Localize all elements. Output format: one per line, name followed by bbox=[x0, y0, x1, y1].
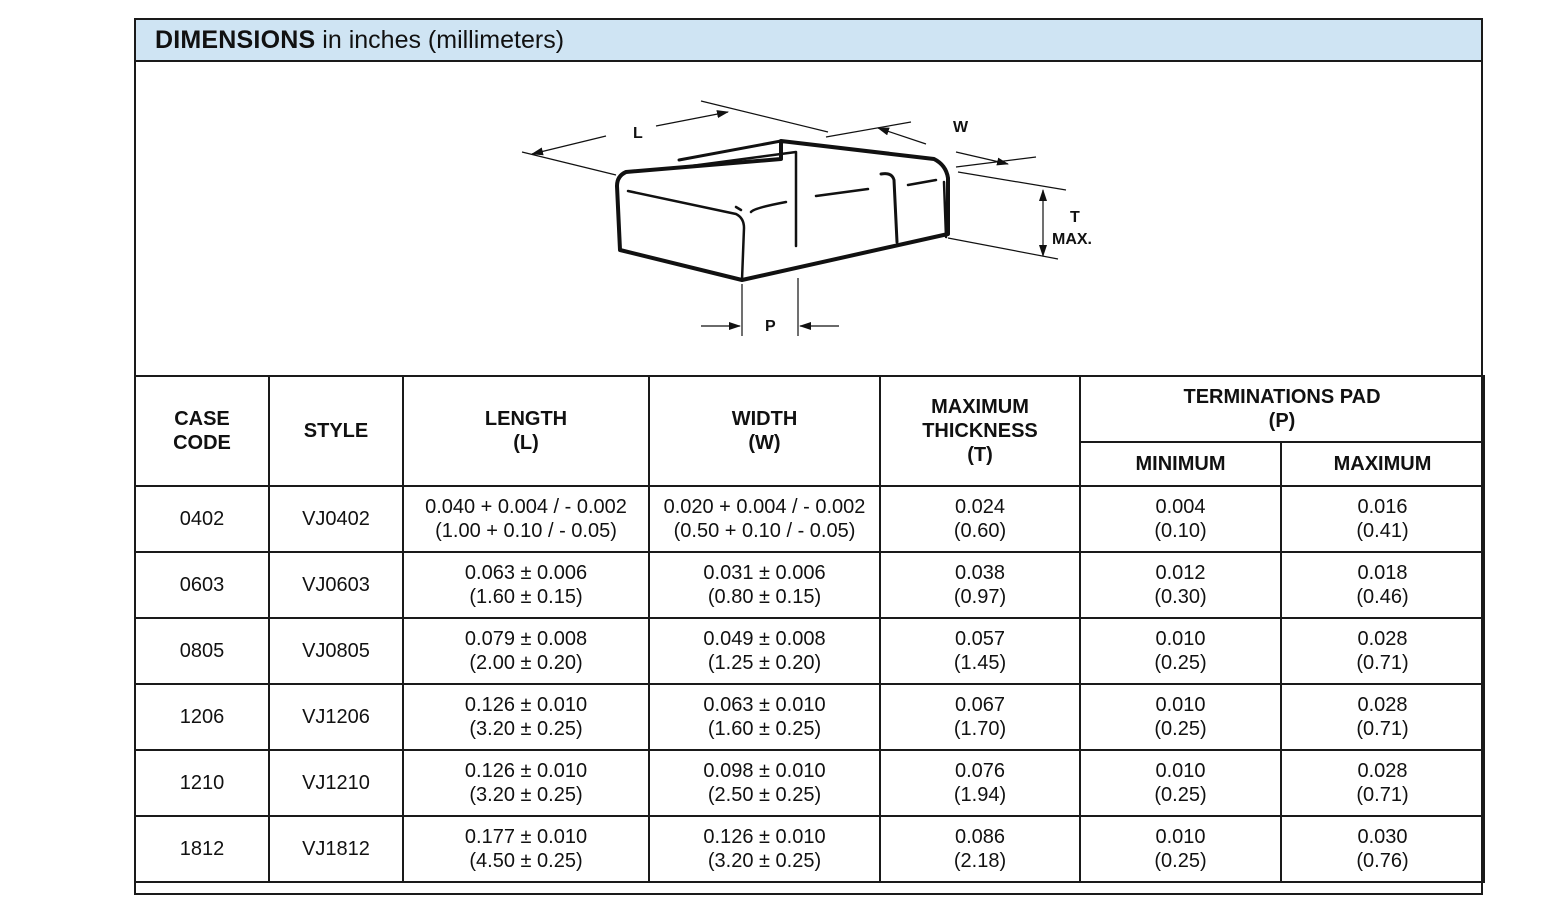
cell-thickness: 0.024 (0.60) bbox=[880, 486, 1080, 552]
cell-style: VJ0603 bbox=[269, 552, 403, 618]
header-thickness: MAXIMUM THICKNESS (T) bbox=[880, 376, 1080, 486]
cell-pad-maximum: 0.018 (0.46) bbox=[1281, 552, 1484, 618]
cell-pad-minimum: 0.010 (0.25) bbox=[1080, 618, 1281, 684]
label-length: L bbox=[633, 125, 643, 142]
dimensions-panel bbox=[134, 18, 1483, 895]
cell-pad-minimum: 0.012 (0.30) bbox=[1080, 552, 1281, 618]
cell-thickness: 0.038 (0.97) bbox=[880, 552, 1080, 618]
cell-pad-maximum: 0.028 (0.71) bbox=[1281, 684, 1484, 750]
table-row bbox=[135, 618, 1484, 684]
table-row bbox=[135, 750, 1484, 816]
chip-drawing bbox=[136, 62, 1481, 376]
panel-title bbox=[136, 20, 1481, 62]
cell-style: VJ1206 bbox=[269, 684, 403, 750]
cell-pad-maximum: 0.028 (0.71) bbox=[1281, 618, 1484, 684]
label-thickness-max: MAX. bbox=[1052, 231, 1092, 248]
header-maximum: MAXIMUM bbox=[1281, 442, 1484, 486]
cell-length: 0.126 ± 0.010 (3.20 ± 0.25) bbox=[403, 750, 649, 816]
cell-thickness: 0.086 (2.18) bbox=[880, 816, 1080, 882]
cell-style: VJ1210 bbox=[269, 750, 403, 816]
table-row bbox=[135, 816, 1484, 882]
header-width: WIDTH (W) bbox=[649, 376, 880, 486]
cell-pad-maximum: 0.028 (0.71) bbox=[1281, 750, 1484, 816]
chip-outline bbox=[617, 141, 948, 280]
cell-length: 0.063 ± 0.006 (1.60 ± 0.15) bbox=[403, 552, 649, 618]
label-thickness-t: T bbox=[1070, 209, 1080, 226]
header-minimum: MINIMUM bbox=[1080, 442, 1281, 486]
cell-length: 0.177 ± 0.010 (4.50 ± 0.25) bbox=[403, 816, 649, 882]
cell-case-code: 0603 bbox=[135, 552, 269, 618]
cell-thickness: 0.076 (1.94) bbox=[880, 750, 1080, 816]
dimensions-table bbox=[134, 375, 1485, 883]
cell-width: 0.063 ± 0.010 (1.60 ± 0.25) bbox=[649, 684, 880, 750]
cell-width: 0.031 ± 0.006 (0.80 ± 0.15) bbox=[649, 552, 880, 618]
cell-pad-maximum: 0.030 (0.76) bbox=[1281, 816, 1484, 882]
cell-length: 0.126 ± 0.010 (3.20 ± 0.25) bbox=[403, 684, 649, 750]
cell-thickness: 0.057 (1.45) bbox=[880, 618, 1080, 684]
cell-width: 0.126 ± 0.010 (3.20 ± 0.25) bbox=[649, 816, 880, 882]
cell-case-code: 0402 bbox=[135, 486, 269, 552]
cell-style: VJ1812 bbox=[269, 816, 403, 882]
cell-width: 0.020 + 0.004 / - 0.002 (0.50 + 0.10 / - 0.05) bbox=[649, 486, 880, 552]
cell-width: 0.049 ± 0.008 (1.25 ± 0.20) bbox=[649, 618, 880, 684]
cell-pad-maximum: 0.016 (0.41) bbox=[1281, 486, 1484, 552]
cell-style: VJ0805 bbox=[269, 618, 403, 684]
cell-thickness: 0.067 (1.70) bbox=[880, 684, 1080, 750]
cell-pad-minimum: 0.010 (0.25) bbox=[1080, 816, 1281, 882]
chip-right-seam bbox=[881, 174, 897, 242]
cell-case-code: 0805 bbox=[135, 618, 269, 684]
cell-case-code: 1206 bbox=[135, 684, 269, 750]
cell-case-code: 1210 bbox=[135, 750, 269, 816]
table-row bbox=[135, 552, 1484, 618]
table-row bbox=[135, 684, 1484, 750]
cell-pad-minimum: 0.010 (0.25) bbox=[1080, 750, 1281, 816]
label-pad: P bbox=[765, 318, 776, 335]
label-width: W bbox=[953, 119, 969, 136]
cell-pad-minimum: 0.004 (0.10) bbox=[1080, 486, 1281, 552]
component-diagram bbox=[136, 62, 1481, 376]
panel-title-rest: in inches (millimeters) bbox=[315, 26, 565, 54]
cell-width: 0.098 ± 0.010 (2.50 ± 0.25) bbox=[649, 750, 880, 816]
table-row bbox=[135, 486, 1484, 552]
cell-length: 0.040 + 0.004 / - 0.002 (1.00 + 0.10 / - 0.05) bbox=[403, 486, 649, 552]
header-case-code: CASE CODE bbox=[135, 376, 269, 486]
cell-case-code: 1812 bbox=[135, 816, 269, 882]
panel-title-bold: DIMENSIONS bbox=[155, 26, 316, 54]
table-header-row bbox=[135, 376, 1484, 442]
header-style: STYLE bbox=[269, 376, 403, 486]
cell-pad-minimum: 0.010 (0.25) bbox=[1080, 684, 1281, 750]
cell-length: 0.079 ± 0.008 (2.00 ± 0.20) bbox=[403, 618, 649, 684]
header-terminations: TERMINATIONS PAD (P) bbox=[1080, 376, 1484, 442]
header-length: LENGTH (L) bbox=[403, 376, 649, 486]
cell-style: VJ0402 bbox=[269, 486, 403, 552]
